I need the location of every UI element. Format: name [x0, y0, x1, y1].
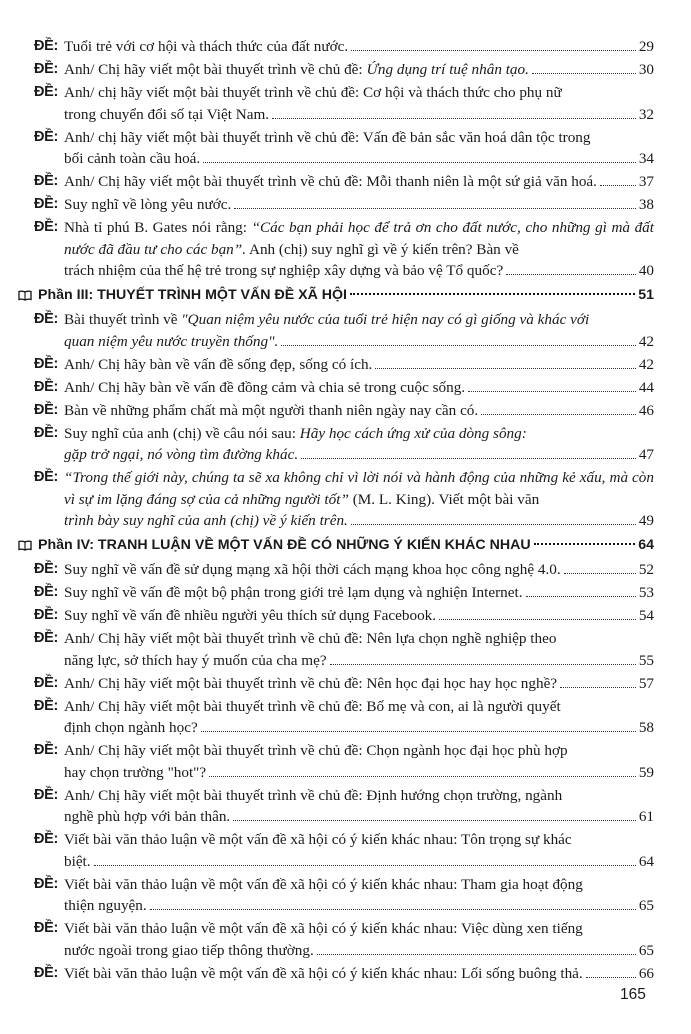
page-ref: 52 — [638, 561, 654, 578]
text-run: Bàn về những phẩm chất mà một người thanh niên ngày nay cần có. — [64, 401, 479, 419]
text-run: Viết bài văn thảo luận về một vấn đề xã hội có ý kiến khác nhau: Tham gia hoạt động — [64, 875, 583, 893]
toc-entry — [34, 605, 654, 627]
entry-last-line — [64, 148, 654, 170]
text-run: năng lực, sở thích hay ý muốn của cha mẹ? — [64, 651, 327, 669]
section-title: Phần IV: TRANH LUẬN VỀ MỘT VẤN ĐỀ CÓ NHỮNG Ý KIẾN KHÁC NHAU — [38, 536, 531, 553]
entry-last-line — [64, 605, 654, 627]
entry-paragraph — [64, 82, 654, 104]
dot-leader — [272, 117, 636, 119]
entry-text — [64, 82, 654, 125]
toc-entry — [34, 354, 654, 376]
entry-text — [64, 423, 654, 466]
text-run: quan niệm yêu nước truyền thống". — [64, 332, 279, 350]
entry-text — [64, 377, 654, 399]
entry-last-line — [64, 59, 654, 81]
toc-entry — [34, 309, 654, 352]
page-ref: 29 — [638, 38, 654, 55]
entry-paragraph — [64, 918, 654, 940]
text-run: Hãy học cách ứng xử của dòng sông: — [299, 424, 527, 442]
entry-text — [64, 874, 654, 917]
text-run: thiện nguyện. — [64, 897, 147, 914]
entry-label: ĐỀ : — [34, 628, 64, 671]
entry-paragraph — [64, 696, 654, 718]
page-ref: 42 — [638, 332, 654, 350]
text-run: hay chọn trường "hot"? — [64, 763, 207, 781]
section-title: Phần III: THUYẾT TRÌNH MỘT VẤN ĐỀ XÃ HỘI — [38, 286, 347, 303]
entry-line-text — [64, 260, 503, 282]
entry-text — [64, 354, 654, 376]
entry-line-text — [64, 510, 348, 532]
entry-label: ĐỀ : — [34, 217, 64, 282]
entry-line-text — [64, 762, 206, 784]
text-run: Suy nghĩ về vấn đề nhiều người yêu thích sử dụng Facebook. — [64, 607, 437, 624]
toc-entry — [34, 377, 654, 399]
toc-entry — [34, 559, 654, 581]
toc-entry — [34, 696, 654, 739]
entry-line-text — [64, 650, 327, 672]
dot-leader — [330, 663, 636, 665]
text-run: nghề phù hợp với bản thân. — [64, 808, 231, 825]
page-ref: 65 — [638, 897, 654, 914]
page-number: 165 — [620, 986, 646, 1003]
entry-last-line — [64, 104, 654, 126]
entry-label: ĐỀ : — [34, 829, 64, 872]
entry-text — [64, 605, 654, 627]
section-heading — [18, 535, 654, 557]
entry-label: ĐỀ : — [34, 696, 64, 739]
entry-label: ĐỀ : — [34, 59, 64, 81]
text-run: Anh/ Chị hãy viết một bài thuyết trình về chủ đề: Định hướng chọn trường, ngành — [64, 786, 563, 804]
entry-text — [64, 309, 654, 352]
dot-leader — [534, 542, 636, 545]
text-run: (M. L. King). Viết một bài văn — [348, 490, 540, 508]
text-run: trình bày suy nghĩ của anh (chị) về ý kiến trên. — [64, 512, 348, 529]
text-run: Anh/ chị hãy viết một bài thuyết trình về chủ đề: Cơ hội và thách thức cho phụ nữ — [64, 84, 562, 101]
entry-paragraph — [64, 309, 654, 331]
toc-entry — [34, 467, 654, 532]
entry-text — [64, 400, 654, 422]
open-book-icon — [18, 290, 32, 301]
toc-entry — [34, 628, 654, 671]
page-ref: 53 — [638, 584, 654, 601]
toc-entry — [34, 918, 654, 961]
text-run: Viết bài văn thảo luận về một vấn đề xã hội có ý kiến khác nhau: Tôn trọng sự khác — [64, 831, 572, 848]
entry-label: ĐỀ : — [34, 127, 64, 170]
toc-entry — [34, 194, 654, 216]
entry-text — [64, 467, 654, 532]
dot-leader — [560, 686, 636, 688]
dot-leader — [94, 864, 636, 866]
dot-leader — [301, 457, 636, 459]
dot-leader — [351, 49, 636, 51]
text-run: Suy nghĩ về lòng yêu nước. — [64, 196, 232, 213]
text-run: Anh/ Chị hãy viết một bài thuyết trình về chủ đề: Nên lựa chọn nghề nghiệp theo — [64, 630, 557, 647]
dot-leader — [532, 72, 636, 74]
text-run: Anh/ Chị hãy viết một bài thuyết trình về chủ đề: Bố mẹ và con, ai là người quyết — [64, 697, 561, 715]
entry-last-line — [64, 717, 654, 739]
dot-leader — [351, 523, 636, 525]
entry-last-line — [64, 673, 654, 695]
entry-last-line — [64, 444, 654, 466]
page-ref: 59 — [638, 763, 654, 781]
text-run: “Các bạn phải học để trả ơn cho đất nước, cho những gì mà đất nước đã đầu tư cho các bạn”. — [64, 219, 654, 258]
entry-last-line — [64, 510, 654, 532]
entry-text — [64, 785, 654, 828]
entry-text — [64, 127, 654, 170]
entry-last-line — [64, 940, 654, 962]
dot-leader — [375, 367, 635, 369]
entry-last-line — [64, 36, 654, 58]
entry-text — [64, 673, 654, 695]
text-run: “Trong thế giới này, chúng ta sẽ xa không chỉ vì lời nói và hành động của những kẻ xấu, mà còn vì sự im lặng đáng sợ của cả những người tốt” — [64, 469, 654, 508]
entry-text — [64, 217, 654, 282]
entry-last-line — [64, 331, 654, 353]
entry-line-text — [64, 806, 230, 828]
page-ref: 64 — [638, 852, 654, 870]
entry-label: ĐỀ : — [34, 918, 64, 961]
entry-line-text — [64, 963, 583, 985]
dot-leader — [317, 953, 636, 955]
entry-last-line — [64, 963, 654, 985]
text-run: Anh/ Chị hãy viết một bài thuyết trình về chủ đề: Nên học đại học hay học nghề? — [64, 674, 558, 692]
text-run: định chọn ngành học? — [64, 719, 198, 736]
entry-line-text — [64, 171, 597, 193]
open-book-icon — [18, 540, 32, 551]
page-ref: 44 — [638, 378, 654, 396]
toc-entry — [34, 59, 654, 81]
text-run: "Quan niệm yêu nước của tuổi trẻ hiện nay có gì giống và khác với — [181, 311, 590, 328]
dot-leader — [506, 273, 636, 275]
entry-line-text — [64, 895, 147, 917]
dot-leader — [481, 413, 636, 415]
page-ref: 49 — [638, 512, 654, 529]
text-run: Viết bài văn thảo luận về một vấn đề xã hội có ý kiến khác nhau: Lối sống buông thả. — [64, 964, 583, 982]
entry-last-line — [64, 400, 654, 422]
entry-line-text — [64, 400, 478, 422]
entry-last-line — [64, 354, 654, 376]
entry-line-text — [64, 148, 200, 170]
entry-label: ĐỀ : — [34, 605, 64, 627]
dot-leader — [281, 344, 636, 346]
text-run: Anh (chị) suy nghĩ gì về ý kiến trên? Bàn về — [246, 240, 519, 258]
toc-entry — [34, 785, 654, 828]
page-ref: 58 — [638, 719, 654, 736]
entry-label: ĐỀ : — [34, 194, 64, 216]
page-ref: 66 — [638, 964, 654, 982]
entry-label: ĐỀ : — [34, 467, 64, 532]
page-ref: 47 — [638, 446, 654, 463]
section-heading — [18, 285, 654, 307]
entry-label: ĐỀ : — [34, 559, 64, 581]
page-ref: 42 — [638, 355, 654, 373]
text-run: Bài thuyết trình về — [64, 311, 182, 328]
entry-line-text — [64, 940, 314, 962]
dot-leader — [350, 292, 635, 295]
entry-text — [64, 171, 654, 193]
page-ref: 30 — [638, 61, 654, 78]
entry-label: ĐỀ : — [34, 582, 64, 604]
entry-text — [64, 918, 654, 961]
text-run: bối cảnh toàn cầu hoá. — [64, 150, 201, 167]
text-run: biệt. — [64, 852, 91, 870]
toc-entry — [34, 673, 654, 695]
toc-entry — [34, 217, 654, 282]
entry-paragraph — [64, 467, 654, 510]
page-ref: 38 — [638, 196, 654, 213]
text-run: trong chuyển đổi số tại Việt Nam. — [64, 105, 270, 123]
dot-leader — [234, 207, 636, 209]
entry-last-line — [64, 171, 654, 193]
page-ref: 64 — [638, 536, 654, 553]
entry-text — [64, 59, 654, 81]
dot-leader — [209, 775, 636, 777]
dot-leader — [233, 819, 636, 821]
toc-entry — [34, 423, 654, 466]
entry-label: ĐỀ : — [34, 423, 64, 466]
toc-entry — [34, 82, 654, 125]
page-ref: 37 — [638, 173, 654, 190]
page-ref: 65 — [638, 941, 654, 959]
entry-last-line — [64, 806, 654, 828]
entry-label: ĐỀ : — [34, 377, 64, 399]
text-run: Anh/ Chị hãy viết một bài thuyết trình về chủ đề: Mỗi thanh niên là một sứ giả văn hoá. — [64, 173, 597, 190]
text-run: Ứng dụng trí tuệ nhân tạo. — [366, 61, 529, 78]
entry-label: ĐỀ : — [34, 673, 64, 695]
toc-entry — [34, 400, 654, 422]
entry-last-line — [64, 194, 654, 216]
entry-line-text — [64, 194, 231, 216]
entry-text — [64, 963, 654, 985]
entry-label: ĐỀ : — [34, 354, 64, 376]
entry-label: ĐỀ : — [34, 740, 64, 783]
dot-leader — [586, 976, 636, 978]
entry-line-text — [64, 36, 348, 58]
entry-label: ĐỀ : — [34, 785, 64, 828]
entry-text — [64, 194, 654, 216]
page-ref: 61 — [638, 808, 654, 825]
page-ref: 54 — [638, 607, 654, 624]
toc-entry — [34, 171, 654, 193]
entry-label: ĐỀ : — [34, 400, 64, 422]
entry-last-line — [64, 582, 654, 604]
dot-leader — [564, 572, 636, 574]
dot-leader — [468, 390, 636, 392]
text-run: Suy nghĩ về vấn đề sử dụng mạng xã hội thời cách mạng khoa học công nghệ 4.0. — [64, 561, 561, 578]
text-run: gặp trở ngại, nó vòng tìm đường khác. — [64, 446, 299, 463]
text-run: Tuổi trẻ với cơ hội và thách thức của đất nước. — [64, 38, 349, 55]
entry-last-line — [64, 895, 654, 917]
entry-text — [64, 582, 654, 604]
toc-entry — [34, 582, 654, 604]
dot-leader — [526, 595, 636, 597]
entry-label: ĐỀ : — [34, 82, 64, 125]
page-ref: 40 — [638, 262, 654, 279]
entry-line-text — [64, 605, 436, 627]
entry-line-text — [64, 331, 278, 353]
entry-paragraph — [64, 628, 654, 650]
text-run: nước ngoài trong giao tiếp thông thường. — [64, 941, 314, 959]
dot-leader — [203, 161, 636, 163]
text-run: trách nhiệm của thế hệ trẻ trong sự nghiệp xây dựng và bảo vệ Tổ quốc? — [64, 262, 504, 279]
entry-last-line — [64, 762, 654, 784]
entry-paragraph — [64, 829, 654, 851]
table-of-contents — [34, 36, 654, 986]
toc-entry — [34, 963, 654, 985]
entry-line-text — [64, 104, 269, 126]
entry-label: ĐỀ : — [34, 874, 64, 917]
entry-paragraph — [64, 740, 654, 762]
entry-text — [64, 559, 654, 581]
text-run: Anh/ Chị hãy bàn về vấn đề sống đẹp, sống có ích. — [64, 355, 373, 373]
dot-leader — [150, 908, 636, 910]
entry-line-text — [64, 673, 557, 695]
entry-line-text — [64, 59, 529, 81]
entry-line-text — [64, 444, 298, 466]
entry-text — [64, 740, 654, 783]
entry-last-line — [64, 260, 654, 282]
text-run: Nhà tỉ phú B. Gates nói rằng: — [64, 219, 252, 236]
dot-leader — [600, 184, 636, 186]
text-run: Suy nghĩ của anh (chị) về câu nói sau: — [64, 424, 300, 442]
page-ref: 32 — [638, 105, 654, 123]
entry-text — [64, 628, 654, 671]
text-run: Anh/ Chị hãy bàn về vấn đề đồng cảm và chia sẻ trong cuộc sống. — [64, 378, 466, 396]
entry-line-text — [64, 354, 372, 376]
text-run: Suy nghĩ về vấn đề một bộ phận trong giới trẻ lạm dụng và nghiện Internet. — [64, 584, 523, 601]
text-run: Anh/ chị hãy viết một bài thuyết trình về chủ đề: Vấn đề bản sắc văn hoá dân tộc trong — [64, 128, 591, 146]
dot-leader — [439, 618, 636, 620]
toc-entry — [34, 874, 654, 917]
page-ref: 46 — [638, 401, 654, 419]
entry-label: ĐỀ : — [34, 963, 64, 985]
page-ref: 57 — [638, 674, 654, 692]
entry-paragraph — [64, 423, 654, 445]
entry-text — [64, 829, 654, 872]
page-ref: 55 — [638, 651, 654, 669]
entry-paragraph — [64, 874, 654, 896]
entry-last-line — [64, 559, 654, 581]
text-run: Anh/ Chị hãy viết một bài thuyết trình về chủ đề: — [64, 61, 367, 78]
text-run: Anh/ Chị hãy viết một bài thuyết trình về chủ đề: Chọn ngành học đại học phù hợp — [64, 742, 568, 759]
entry-last-line — [64, 851, 654, 873]
toc-entry — [34, 740, 654, 783]
entry-text — [64, 696, 654, 739]
entry-paragraph — [64, 217, 654, 260]
entry-text — [64, 36, 654, 58]
entry-paragraph — [64, 127, 654, 149]
entry-last-line — [64, 377, 654, 399]
toc-entry — [34, 829, 654, 872]
page-ref: 51 — [638, 286, 654, 303]
entry-line-text — [64, 559, 561, 581]
toc-entry — [34, 127, 654, 170]
entry-paragraph — [64, 785, 654, 807]
text-run: Viết bài văn thảo luận về một vấn đề xã hội có ý kiến khác nhau: Việc dùng xen tiếng — [64, 920, 583, 937]
entry-line-text — [64, 582, 523, 604]
toc-entry — [34, 36, 654, 58]
entry-line-text — [64, 851, 91, 873]
entry-last-line — [64, 650, 654, 672]
entry-line-text — [64, 717, 198, 739]
entry-line-text — [64, 377, 465, 399]
entry-label: ĐỀ : — [34, 309, 64, 352]
page-ref: 34 — [638, 150, 654, 167]
entry-label: ĐỀ : — [34, 36, 64, 58]
entry-label: ĐỀ : — [34, 171, 64, 193]
dot-leader — [201, 730, 636, 732]
